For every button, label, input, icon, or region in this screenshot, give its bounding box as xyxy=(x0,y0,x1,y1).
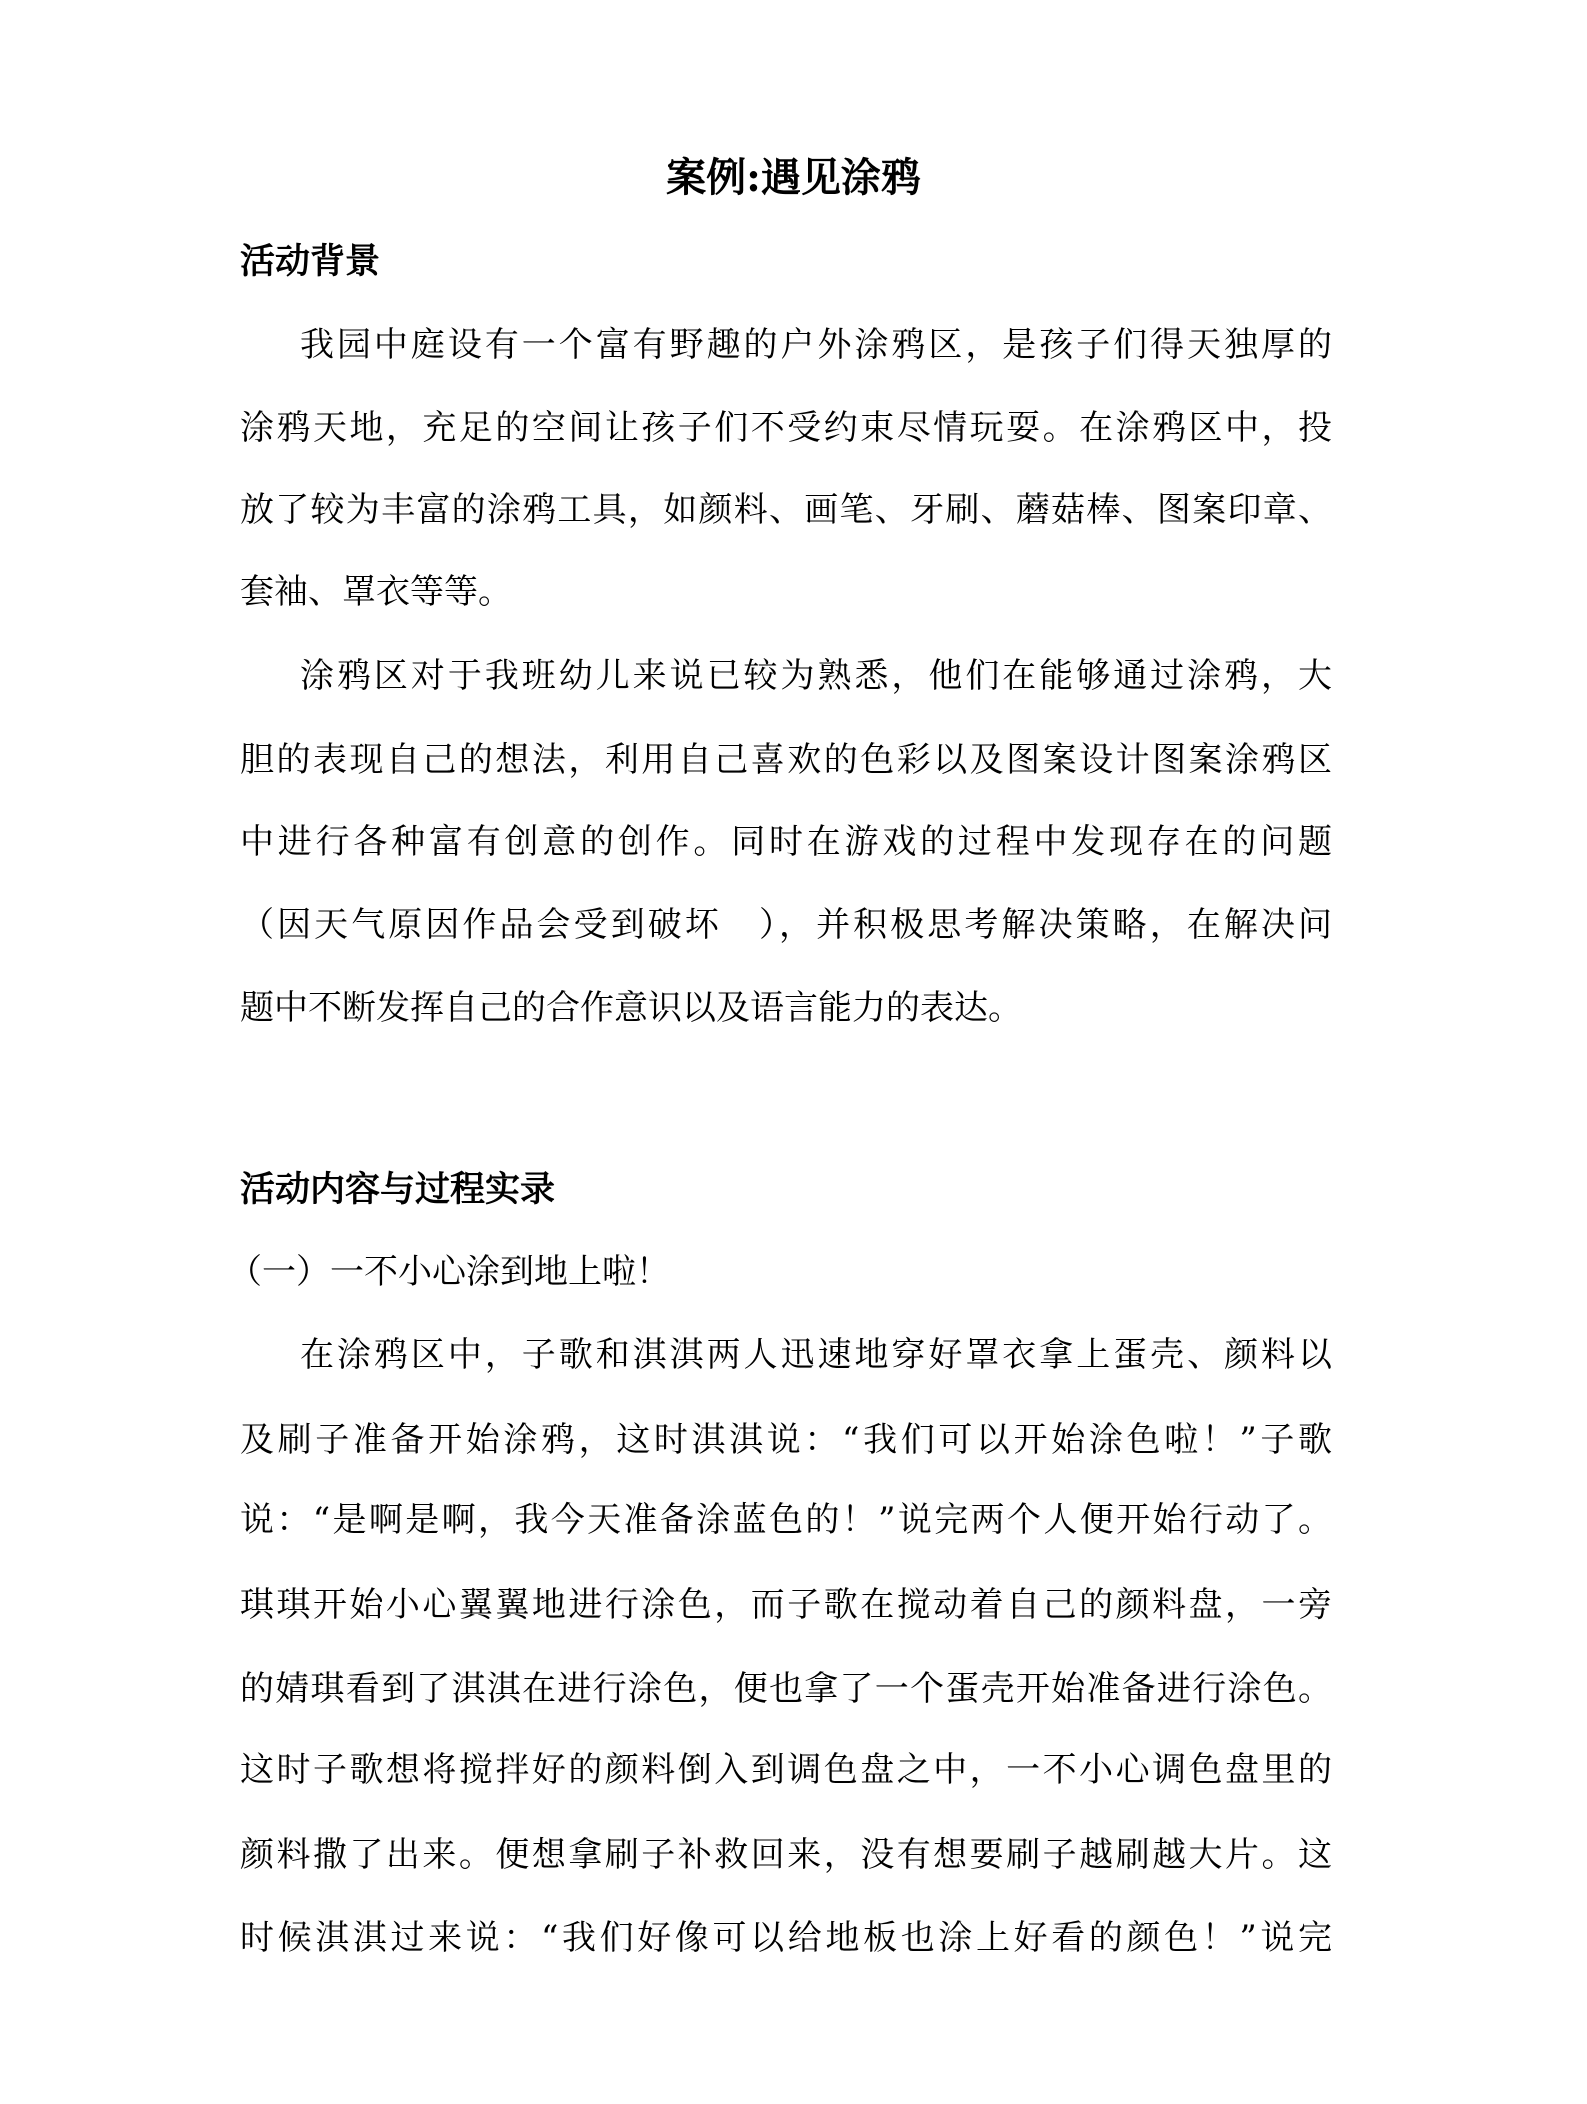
text-line: 及刷子准备开始涂鸦，这时淇淇说：“我们可以开始涂色啦！”子歌 xyxy=(240,1420,1332,1460)
text-line: 涂鸦区对于我班幼儿来说已较为熟悉，他们在能够通过涂鸦，大 xyxy=(300,656,1332,696)
text-line: 中进行各种富有创意的创作。同时在游戏的过程中发现存在的问题 xyxy=(240,822,1332,862)
text-line: 我园中庭设有一个富有野趣的户外涂鸦区，是孩子们得天独厚的 xyxy=(300,325,1332,365)
text-line: 琪琪开始小心翼翼地进行涂色，而子歌在搅动着自己的颜料盘，一旁 xyxy=(240,1585,1332,1625)
text-line: 时候淇淇过来说：“我们好像可以给地板也涂上好看的颜色！”说完 xyxy=(240,1918,1332,1958)
text-line: 放了较为丰富的涂鸦工具，如颜料、画笔、牙刷、蘑菇棒、图案印章、 xyxy=(240,490,1332,530)
text-line: 题中不断发挥自己的合作意识以及语言能力的表达。 xyxy=(240,988,1022,1028)
section-heading-background: 活动背景 xyxy=(240,241,381,282)
text-line: （因天气原因作品会受到破坏 ），并积极思考解决策略，在解决问 xyxy=(240,905,1332,945)
text-line: 涂鸦天地，充足的空间让孩子们不受约束尽情玩耍。在涂鸦区中，投 xyxy=(240,408,1332,448)
text-line: 胆的表现自己的想法，利用自己喜欢的色彩以及图案设计图案涂鸦区 xyxy=(240,740,1332,780)
section-heading-process: 活动内容与过程实录 xyxy=(240,1169,556,1210)
text-line: 的婧琪看到了淇淇在进行涂色，便也拿了一个蛋壳开始准备进行涂色。 xyxy=(240,1669,1332,1709)
subheading-part-one: （一）一不小心涂到地上啦！ xyxy=(228,1252,670,1292)
document-title: 案例:遇见涂鸦 xyxy=(666,154,921,201)
text-line: 颜料撒了出来。便想拿刷子补救回来，没有想要刷子越刷越大片。这 xyxy=(240,1835,1332,1875)
text-line: 说：“是啊是啊，我今天准备涂蓝色的！”说完两个人便开始行动了。 xyxy=(240,1500,1332,1540)
text-line: 在涂鸦区中，子歌和淇淇两人迅速地穿好罩衣拿上蛋壳、颜料以 xyxy=(300,1335,1332,1375)
text-line: 套袖、罩衣等等。 xyxy=(240,572,512,612)
text-line: 这时子歌想将搅拌好的颜料倒入到调色盘之中，一不小心调色盘里的 xyxy=(240,1750,1332,1790)
